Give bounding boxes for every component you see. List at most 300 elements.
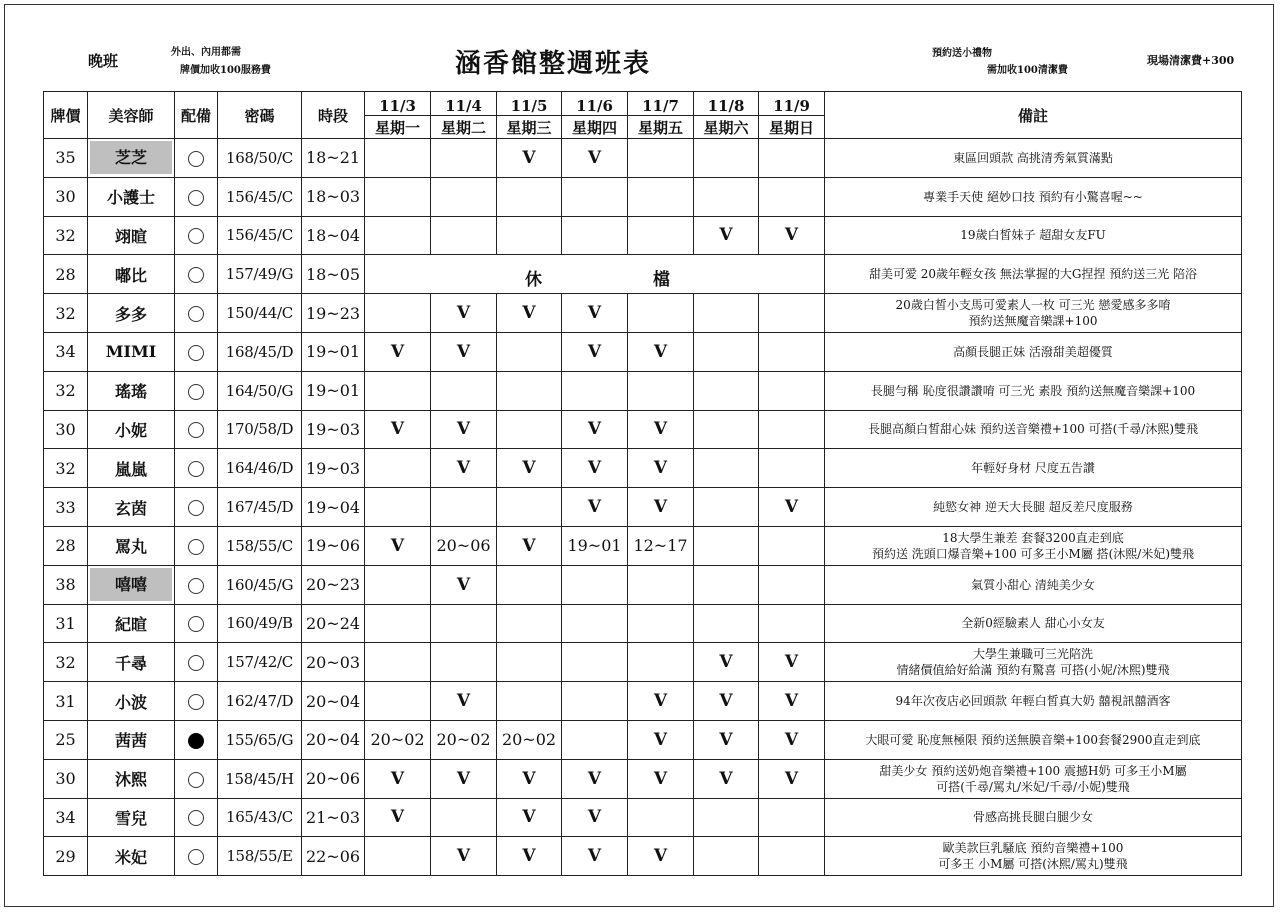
- day-cell: [365, 837, 431, 876]
- day-cell: [759, 604, 825, 643]
- remark-line: 純慾女神 逆天大長腿 超反差尺度服務: [933, 500, 1133, 515]
- remark-cell: [825, 294, 1242, 333]
- remark-line: 長腿高顏白皙甜心妹 預約送音樂禮+100 可搭(千尋/沐熙)雙飛: [868, 422, 1198, 437]
- day-cell: V: [365, 410, 431, 449]
- day-cell: [759, 449, 825, 488]
- price-cell: 30: [44, 410, 88, 449]
- pw-cell: 156/45/C: [218, 177, 302, 216]
- remark-cell: [825, 139, 1242, 178]
- remark-line: 預約送無魔音樂課+100: [968, 314, 1098, 329]
- day-cell: V: [759, 216, 825, 255]
- day-cell: [365, 216, 431, 255]
- price-cell: 34: [44, 332, 88, 371]
- remark-line: 長腿勻稱 恥度很讚讚唷 可三光 素股 預約送無魔音樂課+100: [870, 383, 1196, 398]
- filled-circle-icon: [188, 733, 204, 749]
- slot-cell: 18~21: [302, 139, 365, 178]
- day-cell: [365, 604, 431, 643]
- slot-cell: 19~03: [302, 449, 365, 488]
- schedule-table: [43, 91, 1242, 876]
- slot-cell: 19~03: [302, 410, 365, 449]
- day-cell: [497, 643, 562, 682]
- remark-line: 全新0經驗素人 甜心小女友: [961, 616, 1105, 631]
- day-cell: [431, 643, 497, 682]
- day-cell: [431, 488, 497, 527]
- name-cell: 嵐嵐: [88, 449, 175, 488]
- day-cell: [562, 643, 628, 682]
- day-cell: V: [562, 798, 628, 837]
- pw-cell: 162/47/D: [218, 682, 302, 721]
- remark-line: 高顏長腿正妹 活潑甜美超優質: [953, 344, 1113, 359]
- col-header-weekday: 星期一: [365, 116, 431, 139]
- day-cell: V: [562, 488, 628, 527]
- open-circle-icon: [188, 306, 204, 322]
- pw-cell: 150/44/C: [218, 294, 302, 333]
- slot-cell: 19~01: [302, 332, 365, 371]
- name-cell: 罵丸: [88, 526, 175, 565]
- open-circle-icon: [188, 267, 204, 283]
- day-cell: [694, 410, 759, 449]
- day-cell: V: [628, 488, 694, 527]
- staff-row: [44, 682, 1242, 721]
- col-header-date: 11/4: [431, 92, 497, 116]
- day-cell: V: [628, 449, 694, 488]
- day-cell: [562, 565, 628, 604]
- day-cell: V: [694, 759, 759, 798]
- open-circle-icon: [188, 151, 204, 167]
- day-cell: [694, 294, 759, 333]
- day-cell: V: [628, 332, 694, 371]
- day-cell: [365, 449, 431, 488]
- day-cell: 20~02: [365, 720, 431, 759]
- remark-line: 骨感高挑長腿白腿少女: [972, 810, 1093, 825]
- day-cell: V: [497, 798, 562, 837]
- price-cell: 28: [44, 255, 88, 294]
- remark-line: 甜美少女 預約送奶炮音樂禮+100 震撼H奶 可多王小M屬: [879, 763, 1187, 778]
- remark-cell: [825, 798, 1242, 837]
- slot-cell: 18~05: [302, 255, 365, 294]
- slot-cell: 18~03: [302, 177, 365, 216]
- staff-row: [44, 565, 1242, 604]
- day-cell: [759, 526, 825, 565]
- col-header-date: 11/9: [759, 92, 825, 116]
- price-cell: 31: [44, 604, 88, 643]
- slot-cell: 19~06: [302, 526, 365, 565]
- equip-cell: [175, 526, 218, 565]
- open-circle-icon: [188, 422, 204, 438]
- day-cell: [431, 604, 497, 643]
- col-header-remark: 備註: [825, 92, 1242, 139]
- remark-cell: [825, 643, 1242, 682]
- name-cell: 玄茵: [88, 488, 175, 527]
- slot-cell: 20~23: [302, 565, 365, 604]
- remark-cell: [825, 720, 1242, 759]
- day-cell: [365, 371, 431, 410]
- name-cell: 翊暄: [88, 216, 175, 255]
- open-circle-icon: [188, 500, 204, 516]
- name-highlight: 芝芝: [90, 141, 172, 174]
- equip-cell: [175, 139, 218, 178]
- day-cell: [562, 371, 628, 410]
- open-circle-icon: [188, 578, 204, 594]
- col-header-weekday: 星期三: [497, 116, 562, 139]
- remark-line: 大眼可愛 恥度無極限 預約送無膜音樂+100套餐2900直走到底: [865, 732, 1201, 747]
- day-cell: [759, 139, 825, 178]
- day-cell: [431, 177, 497, 216]
- equip-cell: [175, 604, 218, 643]
- day-cell: V: [562, 294, 628, 333]
- slot-cell: 20~03: [302, 643, 365, 682]
- day-cell: [497, 410, 562, 449]
- page-title: 涵香館整週班表: [455, 49, 652, 79]
- remark-cell: [825, 410, 1242, 449]
- day-cell: V: [431, 837, 497, 876]
- day-cell: [562, 682, 628, 721]
- pw-cell: 157/42/C: [218, 643, 302, 682]
- day-cell: [562, 216, 628, 255]
- day-cell: [694, 565, 759, 604]
- day-cell: V: [431, 682, 497, 721]
- col-header-weekday: 星期四: [562, 116, 628, 139]
- remark-line: 氣質小甜心 清純美少女: [971, 577, 1095, 592]
- pw-cell: 164/50/G: [218, 371, 302, 410]
- day-cell: V: [365, 798, 431, 837]
- remark-line: 甜美可愛 20歲年輕女孩 無法掌握的大G捏捏 預約送三光 陪浴: [868, 267, 1198, 282]
- open-circle-icon: [188, 190, 204, 206]
- booking-gift-note-line1: 預約送小禮物: [932, 48, 992, 59]
- day-cell: [694, 488, 759, 527]
- name-cell: 米妃: [88, 837, 175, 876]
- day-cell: [365, 177, 431, 216]
- price-cell: 25: [44, 720, 88, 759]
- day-cell: V: [497, 294, 562, 333]
- slot-cell: 20~24: [302, 604, 365, 643]
- day-cell: [628, 798, 694, 837]
- slot-cell: 20~04: [302, 682, 365, 721]
- equip-cell: [175, 410, 218, 449]
- staff-row: [44, 177, 1242, 216]
- price-cell: 32: [44, 294, 88, 333]
- pw-cell: 168/45/D: [218, 332, 302, 371]
- slot-cell: 20~06: [302, 759, 365, 798]
- staff-row: [44, 294, 1242, 333]
- staff-row: [44, 604, 1242, 643]
- day-cell: [759, 371, 825, 410]
- day-cell: [628, 604, 694, 643]
- header-row-dates: [44, 92, 1242, 116]
- remark-cell: [825, 682, 1242, 721]
- day-cell: V: [431, 410, 497, 449]
- pw-cell: 167/45/D: [218, 488, 302, 527]
- slot-cell: 22~06: [302, 837, 365, 876]
- day-cell: V: [628, 759, 694, 798]
- remark-cell: [825, 565, 1242, 604]
- day-cell: V: [628, 682, 694, 721]
- equip-cell: [175, 332, 218, 371]
- remark-line: 歐美款巨乳騷底 預約音樂禮+100: [942, 841, 1124, 856]
- day-cell: [365, 565, 431, 604]
- open-circle-icon: [188, 616, 204, 632]
- col-header-date: 11/7: [628, 92, 694, 116]
- remark-cell: [825, 449, 1242, 488]
- pw-cell: 168/50/C: [218, 139, 302, 178]
- day-cell: V: [759, 720, 825, 759]
- equip-cell: [175, 294, 218, 333]
- day-cell: V: [431, 332, 497, 371]
- day-cell: V: [431, 565, 497, 604]
- day-cell: V: [562, 837, 628, 876]
- name-cell: 小護士: [88, 177, 175, 216]
- day-cell: [431, 798, 497, 837]
- day-cell: [562, 177, 628, 216]
- day-cell: 19~01: [562, 526, 628, 565]
- equip-cell: [175, 837, 218, 876]
- name-cell: 小妮: [88, 410, 175, 449]
- off-cell: [365, 255, 825, 294]
- day-cell: 12~17: [628, 526, 694, 565]
- equip-cell: [175, 449, 218, 488]
- day-cell: [365, 139, 431, 178]
- shift-label: 晚班: [88, 52, 119, 70]
- staff-row: [44, 139, 1242, 178]
- remark-cell: [825, 488, 1242, 527]
- day-cell: [497, 604, 562, 643]
- staff-row: [44, 720, 1242, 759]
- col-header-date: 11/3: [365, 92, 431, 116]
- equip-cell: [175, 177, 218, 216]
- open-circle-icon: [188, 772, 204, 788]
- day-cell: V: [628, 720, 694, 759]
- equip-cell: [175, 759, 218, 798]
- day-cell: [497, 565, 562, 604]
- day-cell: [628, 216, 694, 255]
- day-cell: 20~06: [431, 526, 497, 565]
- pw-cell: 160/45/G: [218, 565, 302, 604]
- equip-cell: [175, 488, 218, 527]
- remark-cell: [825, 759, 1242, 798]
- equip-cell: [175, 565, 218, 604]
- pw-cell: 156/45/C: [218, 216, 302, 255]
- price-cell: 32: [44, 216, 88, 255]
- col-header-date: 11/8: [694, 92, 759, 116]
- day-cell: [694, 177, 759, 216]
- day-cell: V: [628, 410, 694, 449]
- pw-cell: 158/55/C: [218, 526, 302, 565]
- day-cell: [759, 565, 825, 604]
- day-cell: V: [562, 139, 628, 178]
- staff-row: [44, 798, 1242, 837]
- staff-row: [44, 526, 1242, 565]
- day-cell: [365, 294, 431, 333]
- equip-cell: [175, 643, 218, 682]
- open-circle-icon: [188, 694, 204, 710]
- day-cell: [694, 604, 759, 643]
- name-cell: [88, 139, 175, 178]
- day-cell: [694, 798, 759, 837]
- name-cell: 千尋: [88, 643, 175, 682]
- remark-line: 情緒價值給好給滿 預約有驚喜 可搭(小妮/沐熙)雙飛: [896, 663, 1170, 678]
- remark-cell: [825, 837, 1242, 876]
- remark-line: 年輕好身材 尺度五告讚: [971, 461, 1095, 476]
- name-cell: 多多: [88, 294, 175, 333]
- day-cell: V: [365, 759, 431, 798]
- remark-line: 19歲白皙妹子 超甜女友FU: [960, 228, 1106, 243]
- col-header-name: 美容師: [88, 92, 175, 139]
- remark-line: 專業手天使 絕妙口技 預約有小驚喜喔~~: [923, 189, 1143, 204]
- equip-cell: [175, 720, 218, 759]
- day-cell: [497, 488, 562, 527]
- open-circle-icon: [188, 810, 204, 826]
- staff-row: [44, 837, 1242, 876]
- remark-line: 20歲白皙小支馬可愛素人一枚 可三光 戀愛感多多唷: [895, 298, 1171, 313]
- day-cell: [694, 526, 759, 565]
- day-cell: [759, 294, 825, 333]
- remark-line: 大學生兼職可三光陪洗: [972, 647, 1093, 662]
- day-cell: [562, 720, 628, 759]
- remark-cell: [825, 332, 1242, 371]
- slot-cell: 19~23: [302, 294, 365, 333]
- day-cell: [365, 682, 431, 721]
- staff-row: [44, 759, 1242, 798]
- day-cell: V: [562, 449, 628, 488]
- booking-gift-note-line2: 需加收100清潔費: [987, 65, 1068, 76]
- slot-cell: 20~04: [302, 720, 365, 759]
- price-cell: 31: [44, 682, 88, 721]
- day-cell: 20~02: [497, 720, 562, 759]
- day-cell: [694, 332, 759, 371]
- day-cell: [628, 643, 694, 682]
- name-cell: 嘟比: [88, 255, 175, 294]
- day-cell: [365, 488, 431, 527]
- pw-cell: 158/45/H: [218, 759, 302, 798]
- remark-line: 94年次夜店必回頭款 年輕白皙真大奶 囍視訊囍酒客: [895, 694, 1171, 709]
- day-cell: V: [694, 216, 759, 255]
- col-header-weekday: 星期二: [431, 116, 497, 139]
- price-cell: 38: [44, 565, 88, 604]
- day-cell: [365, 643, 431, 682]
- day-cell: V: [562, 759, 628, 798]
- price-cell: 34: [44, 798, 88, 837]
- day-cell: V: [497, 139, 562, 178]
- day-cell: V: [694, 682, 759, 721]
- col-header-pw: 密碼: [218, 92, 302, 139]
- equip-cell: [175, 255, 218, 294]
- price-cell: 28: [44, 526, 88, 565]
- price-cell: 30: [44, 759, 88, 798]
- equip-cell: [175, 682, 218, 721]
- price-cell: 30: [44, 177, 88, 216]
- day-cell: V: [497, 449, 562, 488]
- col-header-weekday: 星期日: [759, 116, 825, 139]
- name-cell: 茜茜: [88, 720, 175, 759]
- name-cell: 小波: [88, 682, 175, 721]
- open-circle-icon: [188, 461, 204, 477]
- day-cell: [628, 371, 694, 410]
- day-cell: V: [759, 488, 825, 527]
- col-header-price: 牌價: [44, 92, 88, 139]
- remark-line: 可搭(千尋/罵丸/米妃/千尋/小妮)雙飛: [936, 779, 1130, 794]
- day-cell: V: [759, 643, 825, 682]
- open-circle-icon: [188, 655, 204, 671]
- pw-cell: 170/58/D: [218, 410, 302, 449]
- name-cell: MIMI: [88, 332, 175, 371]
- col-header-equip: 配備: [175, 92, 218, 139]
- name-cell: 瑤瑤: [88, 371, 175, 410]
- staff-row: [44, 371, 1242, 410]
- price-cell: 32: [44, 643, 88, 682]
- remark-line: 可多王 小M屬 可搭(沐熙/罵丸)雙飛: [938, 857, 1128, 872]
- remark-cell: [825, 255, 1242, 294]
- day-cell: [628, 565, 694, 604]
- pw-cell: 165/43/C: [218, 798, 302, 837]
- slot-cell: 21~03: [302, 798, 365, 837]
- price-cell: 32: [44, 371, 88, 410]
- slot-cell: 19~04: [302, 488, 365, 527]
- day-cell: V: [694, 643, 759, 682]
- staff-row: [44, 449, 1242, 488]
- day-cell: 20~02: [431, 720, 497, 759]
- slot-cell: 19~01: [302, 371, 365, 410]
- day-cell: V: [365, 526, 431, 565]
- day-cell: [497, 682, 562, 721]
- pw-cell: 157/49/G: [218, 255, 302, 294]
- pw-cell: 158/55/E: [218, 837, 302, 876]
- day-cell: [628, 177, 694, 216]
- off-label-rest: 休: [525, 270, 542, 291]
- remark-cell: [825, 371, 1242, 410]
- day-cell: V: [497, 759, 562, 798]
- open-circle-icon: [188, 345, 204, 361]
- day-cell: V: [759, 682, 825, 721]
- price-cell: 35: [44, 139, 88, 178]
- name-cell: [88, 565, 175, 604]
- name-cell: 沐熙: [88, 759, 175, 798]
- price-cell: 32: [44, 449, 88, 488]
- pw-cell: 155/65/G: [218, 720, 302, 759]
- day-cell: [431, 139, 497, 178]
- day-cell: V: [431, 759, 497, 798]
- staff-row: [44, 488, 1242, 527]
- day-cell: V: [759, 759, 825, 798]
- col-header-weekday: 星期五: [628, 116, 694, 139]
- open-circle-icon: [188, 849, 204, 865]
- day-cell: [759, 837, 825, 876]
- service-fee-note-line1: 外出、內用都需: [171, 47, 241, 58]
- slot-cell: 18~04: [302, 216, 365, 255]
- day-cell: [562, 604, 628, 643]
- col-header-date: 11/6: [562, 92, 628, 116]
- day-cell: V: [431, 449, 497, 488]
- day-cell: [431, 216, 497, 255]
- day-cell: [694, 837, 759, 876]
- col-header-date: 11/5: [497, 92, 562, 116]
- staff-row: [44, 643, 1242, 682]
- service-fee-note-line2: 牌價加收100服務費: [180, 65, 271, 76]
- schedule-body: [44, 139, 1242, 876]
- day-cell: [431, 371, 497, 410]
- off-label-slot: 檔: [653, 270, 670, 291]
- open-circle-icon: [188, 384, 204, 400]
- day-cell: [759, 410, 825, 449]
- staff-row: [44, 332, 1242, 371]
- name-cell: 紀暄: [88, 604, 175, 643]
- day-cell: [759, 177, 825, 216]
- day-cell: [694, 139, 759, 178]
- day-cell: [497, 177, 562, 216]
- day-cell: [497, 332, 562, 371]
- day-cell: [759, 798, 825, 837]
- equip-cell: [175, 371, 218, 410]
- name-cell: 雪兒: [88, 798, 175, 837]
